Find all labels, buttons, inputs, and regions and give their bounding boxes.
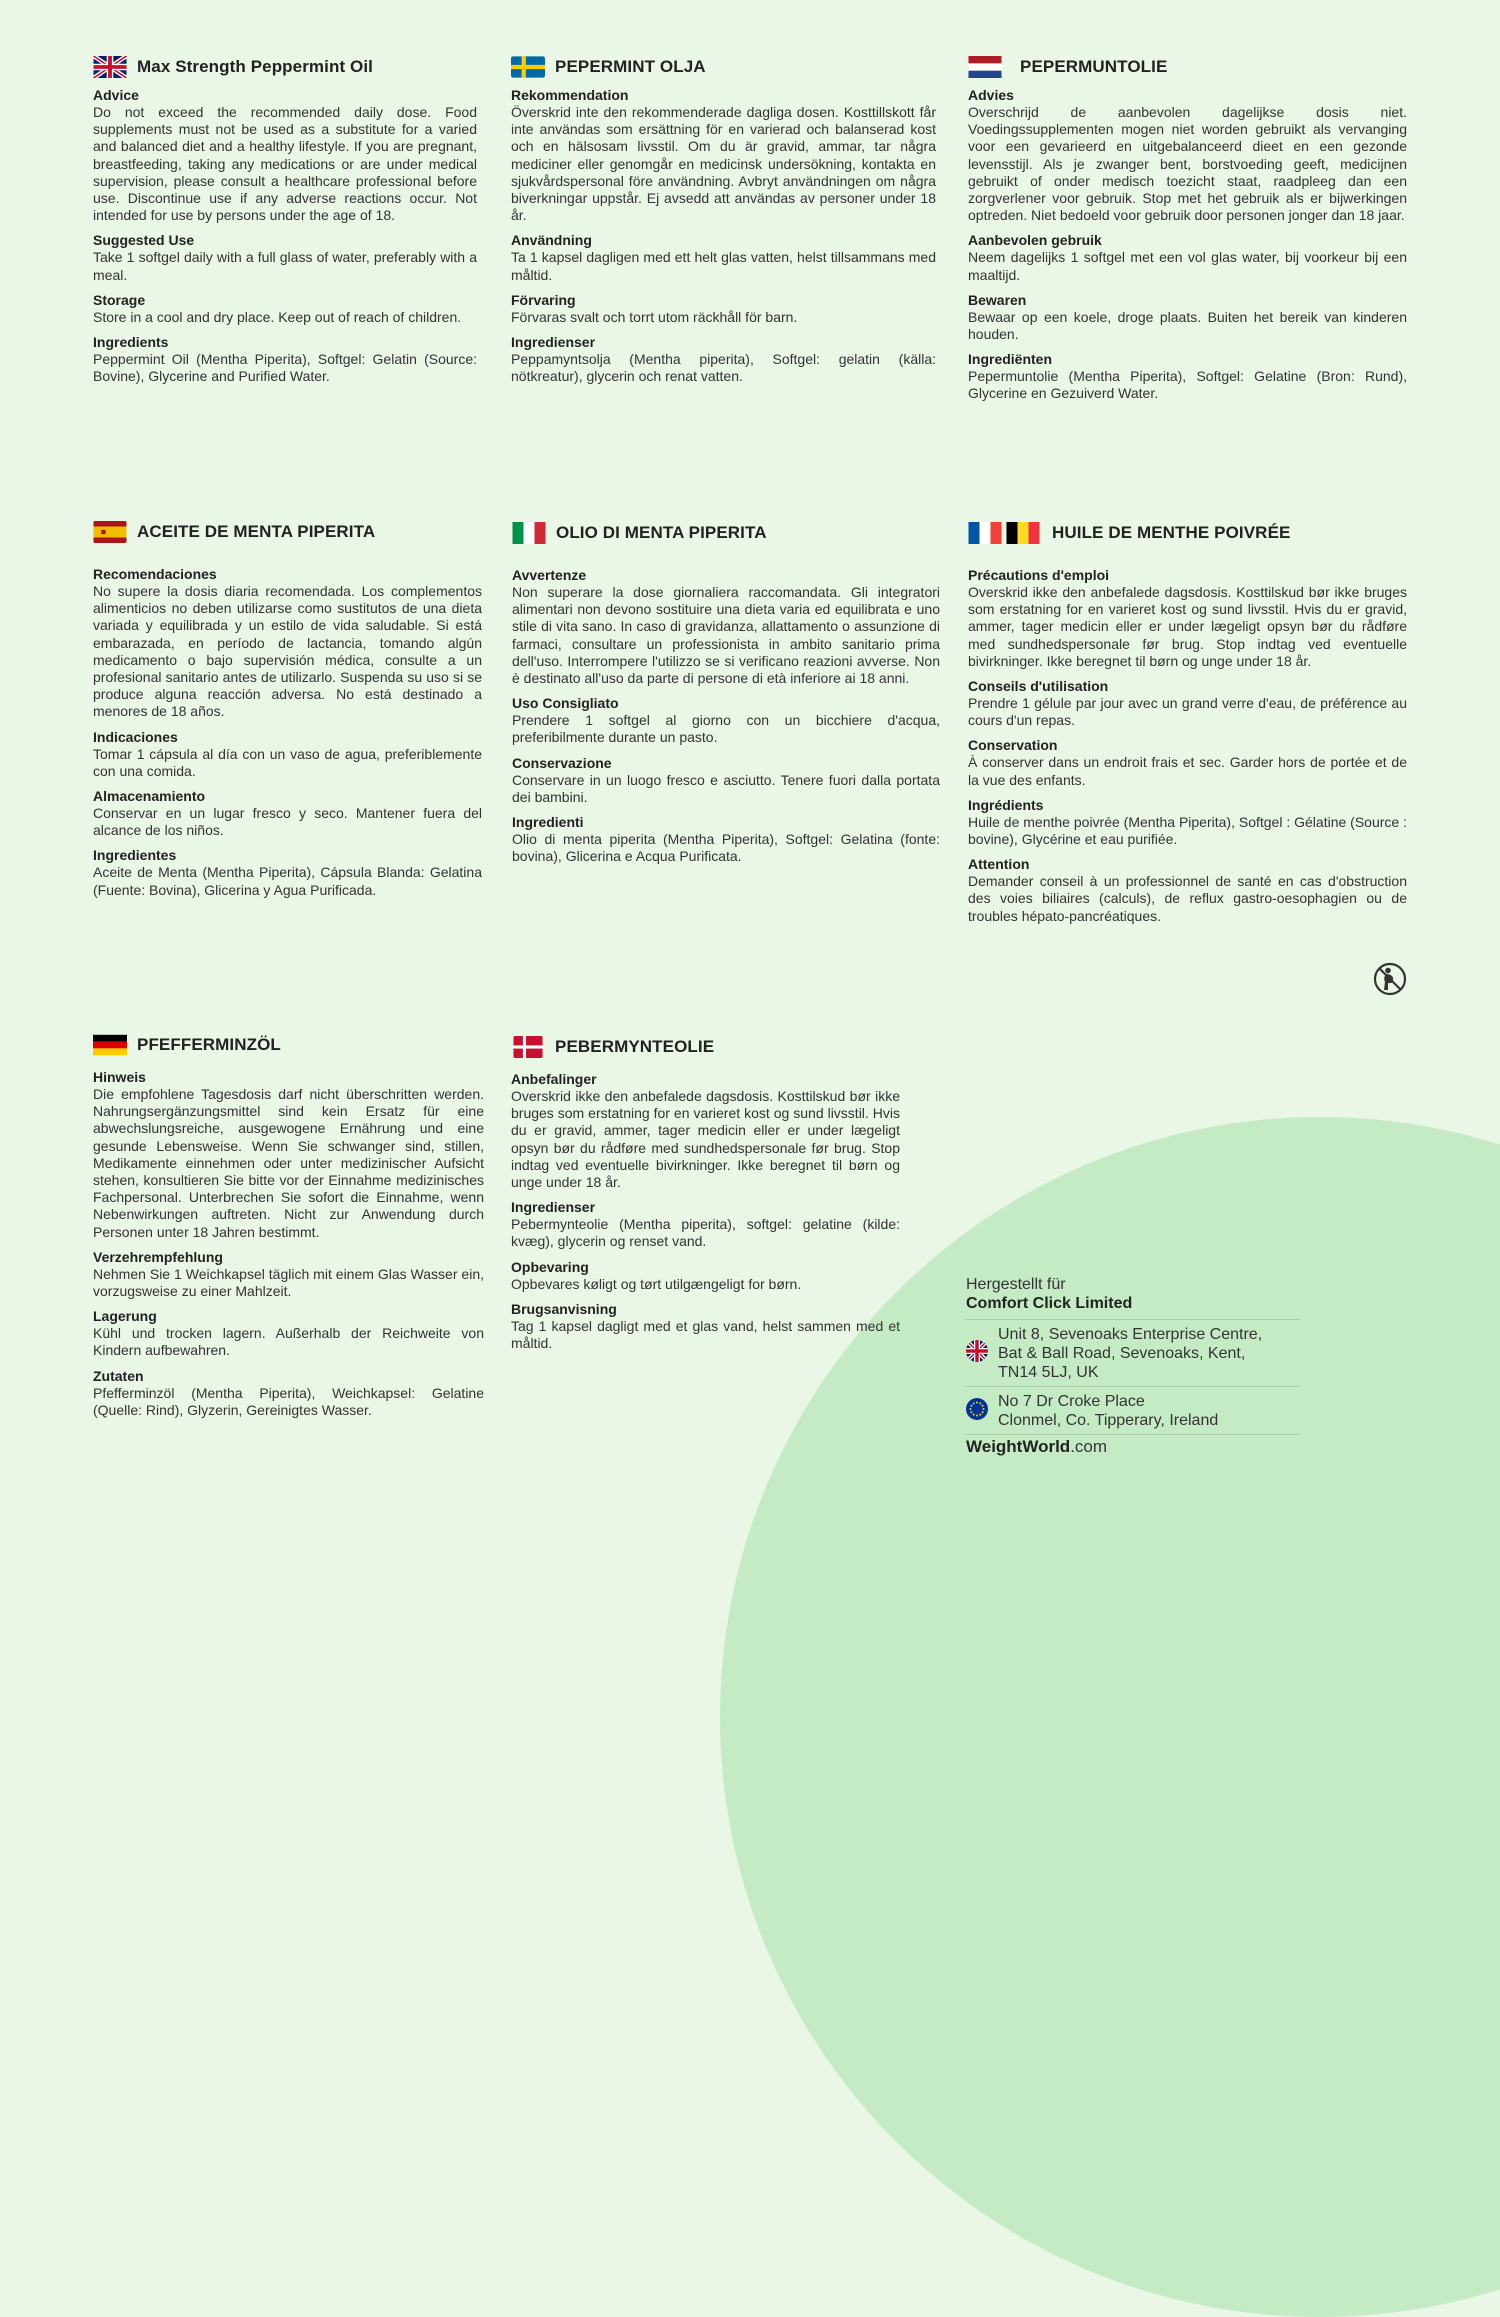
block-heading: Conservazione	[512, 754, 612, 771]
block-text: Take 1 softgel daily with a full glass of water, preferably with a meal.	[93, 249, 477, 283]
block-text: Aceite de Menta (Mentha Piperita), Cápsula Blanda: Gelatina (Fuente: Bovina), Glicerina y Agua Purificada.	[93, 864, 482, 898]
address-line: Clonmel, Co. Tipperary, Ireland	[998, 1412, 1219, 1429]
block-heading: Brugsanvisning	[511, 1300, 617, 1317]
pregnancy-warning-icon	[1373, 962, 1407, 1001]
block-text: Store in a cool and dry place. Keep out of reach of children.	[93, 308, 462, 325]
block-heading: Ingredientes	[93, 847, 177, 864]
sweden-flag-icon	[511, 56, 545, 78]
storage-block	[93, 787, 482, 839]
block-heading: Verzehrempfehlung	[93, 1248, 223, 1265]
block-heading: Ingredients	[93, 334, 169, 351]
block-text: Prendere 1 softgel al giorno con un bicchiere d'acqua, preferibilmente durante un pasto.	[512, 712, 940, 746]
belgium-flag-icon	[1006, 522, 1040, 544]
ingredients-block	[93, 333, 477, 385]
section-german	[93, 1032, 484, 1426]
block-heading: Ingredienser	[511, 334, 596, 351]
block-heading: Användning	[511, 232, 592, 249]
block-heading: Uso Consigliato	[512, 695, 619, 712]
block-heading: Conservation	[968, 737, 1058, 754]
netherlands-flag-icon	[968, 56, 1002, 78]
usage-block	[93, 231, 477, 283]
storage-block	[511, 1258, 900, 1293]
storage-block	[968, 736, 1407, 788]
block-heading: Hinweis	[93, 1069, 146, 1085]
block-heading: Avvertenze	[512, 567, 587, 583]
section-title: OLIO DI MENTA PIPERITA	[556, 523, 767, 542]
section-swedish	[511, 54, 936, 392]
address-line: Unit 8, Sevenoaks Enterprise Centre,	[998, 1326, 1263, 1343]
eu-address	[966, 1386, 1300, 1434]
block-text: Conservar en un lugar fresco y seco. Mantener fuera del alcance de los niños.	[93, 805, 482, 839]
advice-block	[968, 86, 1407, 224]
block-heading: Suggested Use	[93, 232, 195, 249]
section-title: HUILE DE MENTHE POIVRÉE	[1052, 523, 1291, 542]
storage-block	[93, 291, 477, 326]
usage-block	[511, 1300, 900, 1352]
section-title: Max Strength Peppermint Oil	[137, 57, 374, 76]
block-heading: Anbefalinger	[511, 1071, 597, 1087]
attention-block	[968, 855, 1407, 925]
usage-block	[968, 231, 1407, 283]
block-heading: Ingredienti	[512, 814, 584, 831]
block-heading: Indicaciones	[93, 728, 178, 745]
italy-flag-icon	[512, 522, 546, 544]
block-heading: Lagerung	[93, 1308, 157, 1325]
spain-flag-icon	[93, 521, 127, 543]
storage-block	[968, 291, 1407, 343]
brand-domain: .com	[1070, 1437, 1108, 1456]
block-heading: Ingrédients	[968, 796, 1044, 813]
section-italian	[512, 520, 940, 872]
block-heading: Opbevaring	[511, 1258, 589, 1275]
block-text: Tomar 1 cápsula al día con un vaso de agua, preferiblemente con una comida.	[93, 745, 482, 779]
block-text: Förvaras svalt och torrt utom räckhåll för barn.	[511, 308, 798, 325]
block-heading: Advice	[93, 87, 139, 103]
advice-block	[968, 566, 1407, 670]
ingredients-block	[512, 813, 940, 865]
block-text: Peppermint Oil (Mentha Piperita), Softgel: Gelatin (Source: Bovine), Glycerine and Purified Water.	[93, 351, 477, 385]
block-text: À conserver dans un endroit frais et sec. Garder hors de portée et de la vue des enfants.	[968, 754, 1407, 788]
block-heading: Förvaring	[511, 291, 576, 308]
block-text: Die empfohlene Tagesdosis darf nicht überschritten werden. Nahrungsergänzungsmittel sind kein Ersatz für eine abwechslungsreiche, ausgewogene Ernährung und eine gesunde Lebensweise. Wenn Sie schwanger sind, stillen, Medikamente einnehmen oder unter medizinischer Aufsicht stehen, konsultieren Sie bitte vor der Einnahme medizinisches Fachpersonal. Unterbrechen Sie sofort die Einnahme, wenn Nebenwirkungen auftreten. Nicht zur Anwendung durch Personen unter 18 Jahren bestimmt.	[93, 1086, 484, 1240]
block-text: Overschrijd de aanbevolen dagelijkse dosis niet. Voedingssupplementen mogen niet worden gebruikt als vervanging voor een gevarieerd en uitgebalanceerd dieet en een gezonde levensstijl. Als je zwanger bent, borstvoeding geeft, medicijnen gebruikt of onder medisch toezicht staat, raadpleeg dan een zorgverlener voor gebruik. Stop met het gebruik als er bijwerkingen optreden. Niet bedoeld voor gebruik door personen jonger dan 18 jaar.	[968, 104, 1407, 224]
block-text: Nehmen Sie 1 Weichkapsel täglich mit einem Glas Wasser ein, vorzugsweise zu einer Mahlzeit.	[93, 1265, 484, 1300]
block-heading: Recomendaciones	[93, 566, 217, 582]
ingredients-block	[93, 846, 482, 898]
section-english	[93, 54, 477, 392]
section-title: PEPERMUNTOLIE	[1020, 57, 1168, 76]
usage-block	[511, 231, 936, 283]
uk-flag-icon	[93, 56, 127, 78]
block-text: Non superare la dose giornaliera raccomandata. Gli integratori alimentari non devono sostituire una dieta varia ed equilibrata e uno stile di vita sano. In caso di gravidanza, allattamento o assunzione di farmaci, consultare un professionista in ambito sanitario prima dell'uso. Interrompere l'utilizzo se si verificano reazioni avverse. Non è destinato all'uso da parte di persone di età inferiore ai 18 anni.	[512, 584, 940, 687]
block-text: Bewaar op een koele, droge plaats. Buiten het bereik van kinderen houden.	[968, 308, 1407, 343]
block-text: Pepermuntolie (Mentha Piperita), Softgel: Gelatine (Bron: Rund), Glycerine en Gezuiverd Water.	[968, 368, 1407, 402]
advice-block	[511, 86, 936, 224]
usage-block	[512, 694, 940, 746]
section-spanish	[93, 519, 482, 906]
block-text: Demander conseil à un professionnel de santé en cas d'obstruction des voies biliaires (calculs), de reflux gastro-oesophagien ou de troubles hépato-pancréatiques.	[968, 873, 1407, 924]
section-title: PFEFFERMINZÖL	[137, 1035, 281, 1054]
brand-website	[966, 1434, 1300, 1457]
block-text: Do not exceed the recommended daily dose. Food supplements must not be used as a substitute for a varied and balanced diet and a healthy lifestyle. If you are pregnant, breastfeeding, taking any medications or are under medical supervision, please consult a healthcare professional before use. Discontinue use if any adverse reactions occur. Not intended for use by persons under the age of 18.	[93, 104, 477, 224]
block-text: Peppamyntsolja (Mentha piperita), Softgel: gelatin (källa: nötkreatur), glycerin och renat vatten.	[511, 351, 936, 385]
denmark-flag-icon	[511, 1036, 545, 1058]
ingredients-block	[968, 796, 1407, 848]
block-heading: Almacenamiento	[93, 788, 206, 805]
section-french	[968, 520, 1407, 932]
block-text: Overskrid ikke den anbefalede dagsdosis. Kosttilskud bør ikke bruges som erstatning for en varieret kost og sund livsstil. Hvis du er gravid, ammer, tager medicin eller er under lægeligt opsyn bør du rådføre med sundhedspersonale før brug. Stop indtag ved eventuelle bivirkninger. Ikke beregnet til børn og unge under 18 år.	[968, 584, 1407, 669]
block-heading: Bewaren	[968, 291, 1027, 308]
usage-block	[968, 677, 1407, 729]
block-heading: Précautions d'emploi	[968, 567, 1110, 583]
block-text: Opbevares køligt og tørt utilgængeligt for børn.	[511, 1275, 802, 1292]
manufacturer-info	[966, 1275, 1300, 1457]
ingredients-block	[93, 1367, 484, 1419]
address-line: Bat & Ball Road, Sevenoaks, Kent,	[998, 1345, 1246, 1362]
brand-name: WeightWorld	[966, 1437, 1071, 1456]
advice-block	[511, 1070, 900, 1191]
ingredients-block	[968, 350, 1407, 402]
address-line: TN14 5LJ, UK	[998, 1364, 1099, 1381]
section-title: PEBERMYNTEOLIE	[555, 1037, 715, 1056]
advice-block	[93, 565, 482, 721]
made-for-label: Hergestellt für	[966, 1276, 1066, 1293]
advice-block	[93, 1068, 484, 1241]
ingredients-block	[511, 1198, 900, 1250]
block-text: Tag 1 kapsel dagligt med et glas vand, helst sammen med et måltid.	[511, 1317, 900, 1352]
block-text: Prendre 1 gélule par jour avec un grand verre d'eau, de préférence au cours d'un repas.	[968, 695, 1407, 729]
block-text: Huile de menthe poivrée (Mentha Piperita), Softgel : Gélatine (Source : bovine), Glycérine et eau purifiée.	[968, 813, 1407, 848]
block-heading: Attention	[968, 856, 1030, 873]
ingredients-block	[511, 333, 936, 385]
section-title: ACEITE DE MENTA PIPERITA	[137, 522, 376, 541]
company-name: Comfort Click Limited	[966, 1295, 1133, 1312]
block-heading: Ingrediënten	[968, 351, 1053, 368]
block-text: Conservare in un luogo fresco e asciutto. Tenere fuori dalla portata dei bambini.	[512, 771, 940, 805]
storage-block	[511, 291, 936, 326]
block-text: No supere la dosis diaria recomendada. Los complementos alimenticios no deben utilizarse como sustitutos de una dieta variada y equilibrada y un estilo de vida saludable. Si está embarazada, en período de lactancia, tomando algún medicamento o bajo supervisión médica, consulte a un profesional sanitario antes de utilizarlo. Suspenda su uso si se produce alguna reacción adversa. No está destinado a menores de 18 años.	[93, 583, 482, 720]
block-text: Overskrid ikke den anbefalede dagsdosis. Kosttilskud bør ikke bruges som erstatning for en varieret kost og sund livsstil. Hvis du er gravid, ammer, tager medicin eller er under lægeligt opsyn bør du rådføre med sundhedspersonale før brug. Stop indtag ved eventuelle bivirkninger. Ikke beregnet til børn og unge under 18 år.	[511, 1088, 900, 1191]
block-heading: Aanbevolen gebruik	[968, 232, 1102, 249]
block-text: Ta 1 kapsel dagligen med ett helt glas vatten, helst tillsammans med måltid.	[511, 249, 936, 283]
section-dutch	[968, 54, 1407, 410]
storage-block	[512, 754, 940, 806]
france-flag-icon	[968, 522, 1002, 544]
usage-block	[93, 728, 482, 780]
germany-flag-icon	[93, 1034, 127, 1056]
block-text: Pebermynteolie (Mentha piperita), softgel: gelatine (kilde: kvæg), glycerin og renset vand.	[511, 1216, 900, 1250]
usage-block	[93, 1248, 484, 1300]
block-text: Pfefferminzöl (Mentha Piperita), Weichkapsel: Gelatine (Quelle: Rind), Glyzerin, Gereinigtes Wasser.	[93, 1384, 484, 1418]
eu-round-flag-icon	[966, 1398, 988, 1425]
block-text: Neem dagelijks 1 softgel met een vol glas water, bij voorkeur bij een maaltijd.	[968, 249, 1407, 283]
block-text: Olio di menta piperita (Mentha Piperita), Softgel: Gelatina (fonte: bovina), Glicerina e Acqua Purificata.	[512, 831, 940, 865]
block-heading: Conseils d'utilisation	[968, 678, 1109, 695]
block-heading: Ingredienser	[511, 1199, 596, 1216]
block-text: Kühl und trocken lagern. Außerhalb der Reichweite von Kindern aufbewahren.	[93, 1325, 484, 1359]
block-heading: Zutaten	[93, 1367, 144, 1384]
advice-block	[512, 566, 940, 687]
uk-address	[966, 1319, 1300, 1386]
block-heading: Advies	[968, 87, 1014, 103]
storage-block	[93, 1307, 484, 1359]
block-text: Överskrid inte den rekommenderade dagliga dosen. Kosttillskott får inte användas som ersättning för en varierad och balanserad kost och en hälsosam livsstil. Om du är gravid, ammar, tar några mediciner eller genomgår en medicinsk undersökning, kontakta en sjukvårdspersonal före användning. Avbryt användningen om några biverkningar uppstår. Ej avsedd att användas av personer under 18 år.	[511, 104, 936, 224]
uk-round-flag-icon	[966, 1340, 988, 1367]
block-heading: Rekommendation	[511, 87, 629, 103]
advice-block	[93, 86, 477, 224]
section-title: PEPERMINT OLJA	[555, 57, 706, 76]
block-heading: Storage	[93, 291, 146, 308]
section-danish	[511, 1034, 900, 1359]
address-line: No 7 Dr Croke Place	[998, 1393, 1145, 1410]
